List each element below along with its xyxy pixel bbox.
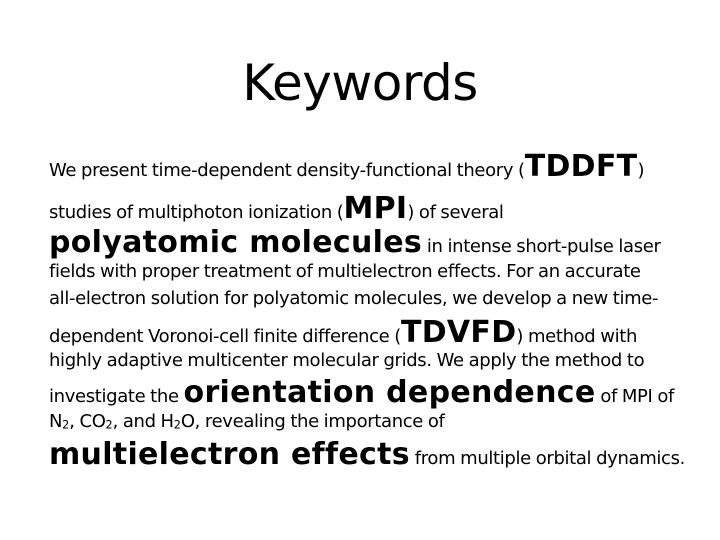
keyword-multielectron-effects: multielectron effects bbox=[49, 437, 410, 472]
subscript: 2 bbox=[105, 418, 113, 432]
abstract-line bbox=[49, 375, 675, 410]
abstract-text-segment: , CO bbox=[69, 411, 106, 432]
abstract-text-segment: highly adaptive multicenter molecular grids. We apply the method to bbox=[49, 350, 645, 371]
abstract-line bbox=[49, 290, 658, 308]
abstract-text-segment: fields with proper treatment of multielectron effects. For an accurate bbox=[49, 261, 641, 282]
abstract-text-segment: all-electron solution for polyatomic molecules, we develop a new time- bbox=[49, 288, 659, 309]
abstract-text-segment: , and H bbox=[112, 411, 174, 432]
abstract-text-segment: studies of multiphoton ionization ( bbox=[49, 202, 344, 223]
abstract-line bbox=[49, 413, 445, 431]
abstract-line bbox=[49, 437, 685, 472]
abstract-text-segment: dependent Voronoi-cell finite difference ( bbox=[49, 326, 401, 347]
slide-title: Keywords bbox=[242, 54, 478, 112]
abstract-line bbox=[49, 225, 661, 260]
subscript: 2 bbox=[173, 418, 181, 432]
abstract-text-segment: ) of several bbox=[407, 202, 504, 223]
formula-co2 bbox=[69, 411, 112, 432]
keyword-polyatomic-molecules: polyatomic molecules bbox=[49, 225, 423, 260]
subscript: 2 bbox=[62, 418, 70, 432]
keyword-tdvfd: TDVFD bbox=[400, 315, 517, 350]
abstract-text-segment: investigate the bbox=[49, 386, 184, 407]
abstract-text-segment: in intense short-pulse laser bbox=[422, 236, 661, 257]
keyword-orientation-dependence: orientation dependence bbox=[183, 375, 596, 410]
abstract-text-segment: ) bbox=[637, 160, 645, 181]
keyword-tddft: TDDFT bbox=[524, 149, 638, 184]
abstract-text-segment: ) method with bbox=[516, 326, 638, 347]
abstract-text-segment: from multiple orbital dynamics. bbox=[409, 448, 685, 469]
abstract-line bbox=[49, 149, 645, 184]
formula-h2o bbox=[113, 411, 445, 432]
abstract-line bbox=[49, 315, 638, 350]
abstract-line bbox=[49, 352, 644, 370]
abstract-text-segment: of MPI of bbox=[595, 386, 675, 407]
abstract-text-segment: O, revealing the importance of bbox=[180, 411, 445, 432]
abstract-line bbox=[49, 191, 504, 226]
keyword-mpi: MPI bbox=[343, 191, 408, 226]
abstract-line bbox=[49, 263, 641, 281]
formula-n2 bbox=[49, 411, 69, 432]
abstract-text-segment: We present time-dependent density-functional theory ( bbox=[49, 160, 525, 181]
abstract-text-segment: N bbox=[49, 411, 63, 432]
